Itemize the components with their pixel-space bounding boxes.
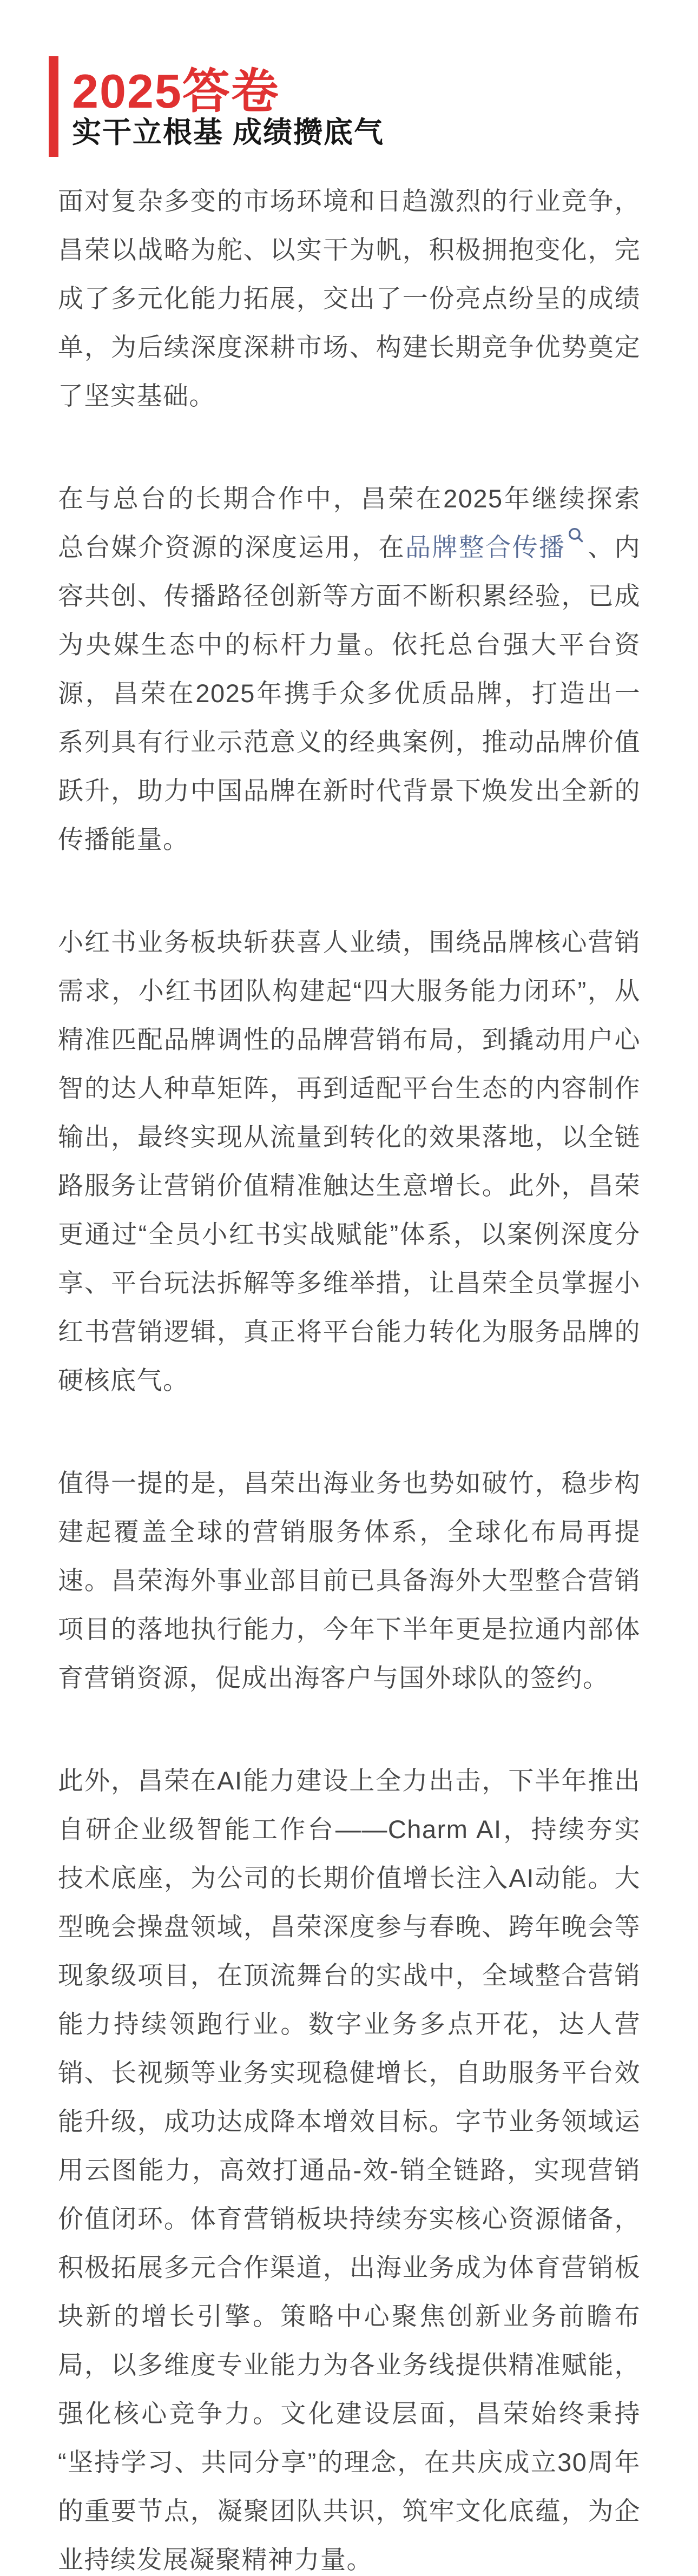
article-header [49, 56, 698, 157]
paragraph-overseas: 值得一提的是，昌荣出海业务也势如破竹，稳步构建起覆盖全球的营销服务体系，全球化布局再提速。昌荣海外事业部目前已具备海外大型整合营销项目的落地执行能力，今年下半年更是拉通内部体育营销资源，促成出海客户与国外球队的签约。 [58, 1469, 641, 1692]
page-title: 2025答卷 [72, 64, 280, 118]
paragraph-text-after-link: 、内容共创、传播路径创新等方面不断积累经验，已成为央媒生态中的标杆力量。依托总台强大平台资源，昌荣在2025年携手众多优质品牌，打造出一系列具有行业示范意义的经典案例，推动品牌价值跃升，助力中国品牌在新时代背景下焕发出全新的传播能量。 [58, 533, 641, 854]
red-accent-bar [49, 56, 58, 157]
paragraph-xiaohongshu: 小红书业务板块斩获喜人业绩，围绕品牌核心营销需求，小红书团队构建起“四大服务能力闭环”，从精准匹配品牌调性的品牌营销布局，到撬动用户心智的达人种草矩阵，再到适配平台生态的内容制作输出，最终实现从流量到转化的效果落地，以全链路服务让营销价值精准触达生意增长。此外，昌荣更通过“全员小红书实战赋能”体系，以案例深度分享、平台玩法拆解等多维举措，让昌荣全员掌握小红书营销逻辑，真正将平台能力转化为服务品牌的硬核底气。 [58, 928, 641, 1395]
paragraph-ai-and-business: 此外，昌荣在AI能力建设上全力出击，下半年推出自研企业级智能工作台——Charm AI，持续夯实技术底座，为公司的长期价值增长注入AI动能。大型晚会操盘领域，昌荣深度参与春晚、跨年晚会等现象级项目，在顶流舞台的实战中，全域整合营销能力持续领跑行业。数字业务多点开花，达人营销、长视频等业务实现稳健增长，自助服务平台效能升级，成功达成降本增效目标。字节业务领域运用云图能力，高效打通品-效-销全链路，实现营销价值闭环。体育营销板块持续夯实核心资源储备，积极拓展多元合作渠道，出海业务成为体育营销板块新的增长引擎。策略中心聚焦创新业务前瞻布局，以多维度专业能力为各业务线提供精准赋能，强化核心竞争力。文化建设层面，昌荣始终秉持“坚持学习、共同分享”的理念，在共庆成立30周年的重要节点，凝聚团队共识，筑牢文化底蕴，为企业持续发展凝聚精神力量。 [58, 1766, 641, 2574]
header-text-block [72, 56, 384, 157]
page-subtitle: 实干立根基 成绩攒底气 [72, 116, 385, 149]
article-body [0, 177, 698, 2576]
paragraph-text-before-link: 在与总台的长期合作中，昌荣在2025年继续探索总台媒介资源的深度运用，在 [58, 484, 641, 562]
search-icon[interactable] [567, 526, 586, 547]
brand-integration-search-link[interactable]: 品牌整合传播 [405, 533, 566, 562]
paragraph-cctv-cooperation [58, 474, 641, 864]
paragraph-overview: 面对复杂多变的市场环境和日趋激烈的行业竞争，昌荣以战略为舵、以实干为帆，积极拥抱变化，完成了多元化能力拓展，交出了一份亮点纷呈的成绩单，为后续深度深耕市场、构建长期竞争优势奠定了坚实基础。 [58, 187, 641, 410]
